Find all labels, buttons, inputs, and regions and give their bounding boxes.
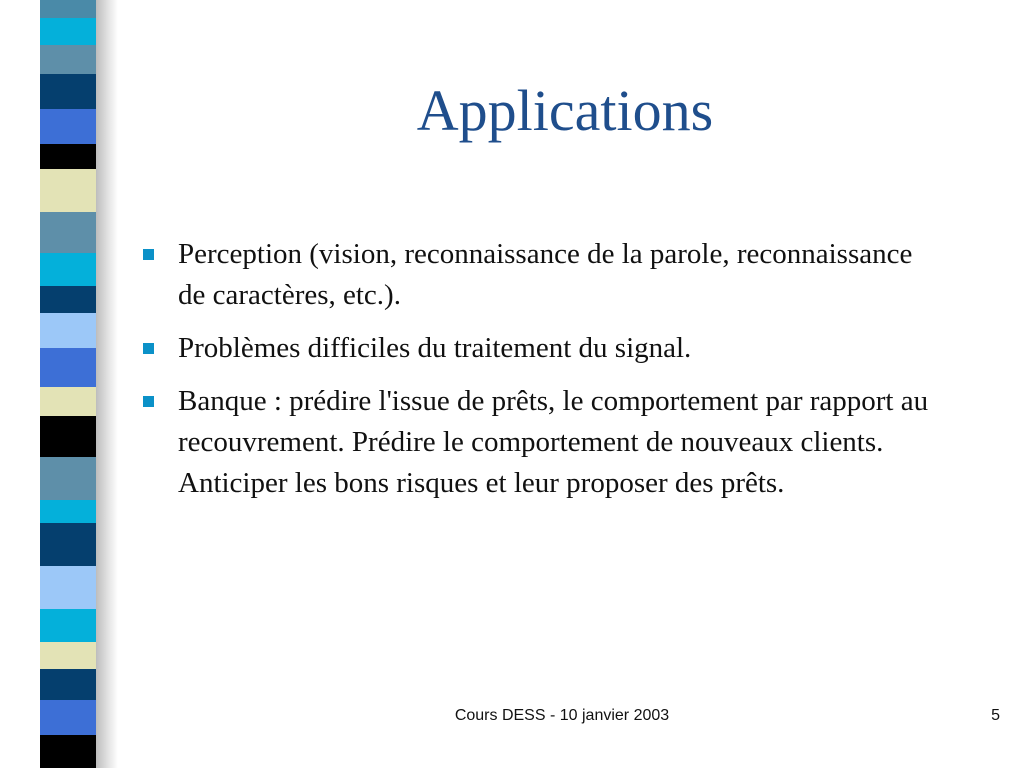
stripe-block <box>40 523 96 566</box>
stripe-block <box>40 457 96 500</box>
bullet-item <box>140 234 940 316</box>
bullet-item <box>140 381 940 504</box>
stripe-block <box>40 144 96 169</box>
square-bullet-icon <box>143 343 154 354</box>
stripe-block <box>40 500 96 523</box>
stripe-block <box>40 387 96 416</box>
bullet-text: Problèmes difficiles du traitement du signal. <box>178 332 692 364</box>
stripe-shadow <box>96 0 118 768</box>
stripe-block <box>40 286 96 313</box>
stripe-block <box>40 45 96 74</box>
bullet-text: Perception (vision, reconnaissance de la parole, reconnaissance de caractères, etc.). <box>178 238 913 311</box>
stripe-block <box>40 416 96 457</box>
stripe-block <box>40 348 96 387</box>
stripe-block <box>40 609 96 642</box>
stripe-block <box>40 109 96 144</box>
square-bullet-icon <box>143 396 154 407</box>
slide-title: Applications <box>416 78 714 143</box>
footer-caption: Cours DESS - 10 janvier 2003 <box>454 707 670 724</box>
decorative-stripe-column <box>40 0 96 768</box>
stripe-block <box>40 74 96 109</box>
stripe-block <box>40 642 96 669</box>
square-bullet-icon <box>143 249 154 260</box>
bullet-item <box>140 328 940 369</box>
bullet-list <box>140 234 940 516</box>
stripe-block <box>40 253 96 286</box>
stripe-block <box>40 169 96 212</box>
stripe-block <box>40 212 96 253</box>
stripe-block <box>40 735 96 768</box>
bullet-text: Banque : prédire l'issue de prêts, le comportement par rapport au recouvrement. Prédire le comportement de nouveaux clients. Anticiper les bons risques et leur proposer des prêts. <box>178 385 929 499</box>
stripe-block <box>40 566 96 609</box>
slide-number: 5 <box>991 707 1000 724</box>
stripe-block <box>40 700 96 735</box>
stripe-block <box>40 18 96 45</box>
stripe-block <box>40 313 96 348</box>
stripe-block <box>40 669 96 700</box>
stripe-accent <box>40 0 96 18</box>
